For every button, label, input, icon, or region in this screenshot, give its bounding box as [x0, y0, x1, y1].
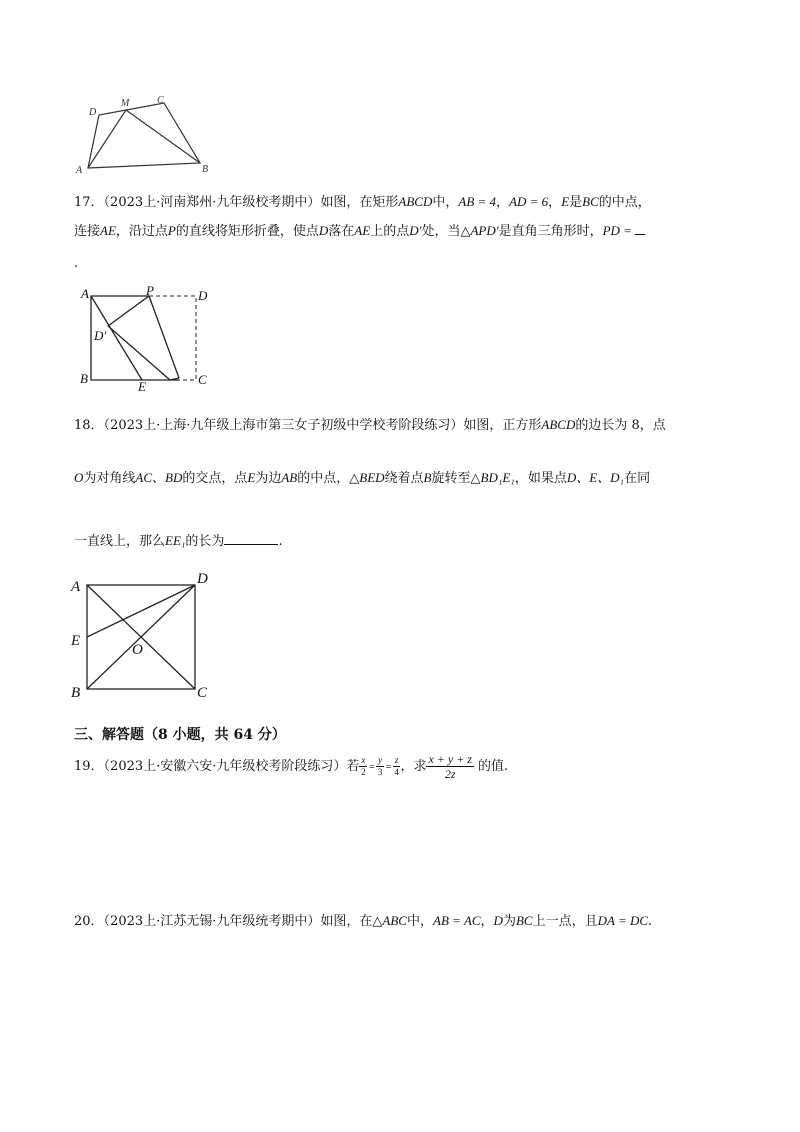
q20-math: BC [515, 913, 533, 928]
q18-text: 的交点，点 [182, 471, 248, 486]
q17-text: 落在 [328, 224, 355, 239]
q17-text: 如图，在矩形 [320, 195, 399, 210]
answer-blank[interactable] [224, 544, 278, 545]
q17-math: AE [354, 223, 371, 238]
q17-trail: . [74, 256, 79, 271]
figure-square [66, 568, 226, 703]
q17-text: ， [548, 195, 562, 210]
fraction-sum-over-2z [426, 753, 474, 780]
q18-text: 的边长为 8，点 [575, 418, 666, 433]
q18-line2 [74, 468, 650, 489]
label-D: D [89, 107, 97, 118]
q20-math: DA = DC [597, 913, 649, 928]
q18-text: 在同 [624, 471, 651, 486]
fraction-numerator: x [361, 755, 366, 765]
q17-math: AD = 6 [509, 194, 549, 209]
q20-text: . [648, 914, 653, 929]
q18-text: 为边 [255, 471, 282, 486]
q17-math: △APD′ [460, 223, 499, 238]
q20-text: 中， [406, 914, 433, 929]
q17-text: ，沿过点 [115, 224, 168, 239]
q18-text: 绕着点 [384, 471, 424, 486]
q19-math: = [368, 762, 376, 773]
fraction-denominator: 2z [444, 767, 456, 781]
q17-text: 是 [569, 195, 583, 210]
q20-math: AB = AC [433, 913, 481, 928]
fraction-numerator: z [394, 755, 399, 765]
q17-number: 17． [74, 195, 104, 210]
fraction-x-2 [359, 756, 367, 777]
q20-math: D [493, 913, 503, 928]
q18-math: D、E、D₁ [566, 470, 625, 485]
q18-math: ABCD [541, 417, 576, 432]
q19-number: 19． [74, 759, 104, 774]
q17-text: 的直线将矩形折叠，使点 [175, 224, 319, 239]
fraction-denominator: 3 [377, 767, 383, 777]
q18-math: EE₁ [165, 533, 186, 548]
q17-math: ABCD [398, 194, 433, 209]
q17-math: D′ [409, 223, 422, 238]
q18-line1 [74, 415, 666, 436]
q18-number: 18． [74, 418, 104, 433]
fraction-y-3 [376, 756, 384, 777]
q19-source: （2023上·安徽六安·九年级校考阶段练习） [103, 759, 347, 774]
figure-trapezoid [70, 95, 220, 180]
q19-line [74, 753, 508, 780]
label-C: C [157, 95, 164, 106]
label-B: B [71, 685, 81, 701]
q17-text: 的中点， [598, 195, 651, 210]
q18-text: ，如果点 [514, 471, 567, 486]
q17-text: ， [496, 195, 510, 210]
q18-source: （2023上·上海·九年级上海市第三女子初级中学校考阶段练习） [103, 418, 464, 433]
q17-text: 处，当 [421, 224, 461, 239]
label-A: A [81, 286, 89, 301]
label-A: A [76, 165, 83, 176]
q17-text: 连接 [74, 224, 101, 239]
q19-math: = [385, 762, 392, 773]
fraction-numerator: y [378, 755, 383, 765]
q20-text: 如图，在 [320, 914, 373, 929]
q20-text: 为 [502, 914, 516, 929]
label-C: C [197, 685, 208, 701]
q18-line3 [74, 531, 283, 552]
label-B: B [202, 164, 209, 175]
q20-text: ， [480, 914, 494, 929]
label-D: D [197, 571, 208, 587]
label-P: P [146, 283, 154, 298]
q17-math: AB = 4 [458, 194, 497, 209]
section-heading: 三、解答题（8 小题，共 64 分） [74, 727, 286, 743]
label-E: E [71, 633, 81, 649]
label-D: D [198, 288, 208, 303]
q18-math: AC、BD [135, 470, 183, 485]
q19-text: ，求 [400, 759, 427, 774]
q19-text: 的值. [477, 759, 509, 774]
label-B: B [80, 371, 88, 386]
q18-math: O [74, 470, 84, 485]
q17-math: P [167, 223, 176, 238]
q20-source: （2023上·江苏无锡·九年级统考期中） [103, 914, 321, 929]
q18-text: 的长为 [185, 534, 225, 549]
fraction-denominator: 2 [361, 767, 366, 777]
q17-math: PD = [602, 223, 632, 238]
q17-math: E [561, 194, 570, 209]
q17-math: BC [582, 194, 599, 209]
q17-source: （2023上·河南郑州·九年级校考期中） [103, 195, 321, 210]
q18-text: 一直线上，那么 [74, 534, 166, 549]
label-C: C [198, 372, 207, 387]
q17-text: 中， [432, 195, 459, 210]
q20-number: 20． [74, 914, 104, 929]
q18-math: E [247, 470, 256, 485]
q17-math: D [318, 223, 329, 238]
label-A: A [71, 579, 81, 595]
fraction-denominator: 4 [394, 767, 399, 777]
q18-math: AB [281, 470, 298, 485]
q18-text: 旋转至 [431, 471, 471, 486]
figure-folded-rectangle [72, 282, 222, 392]
label-D-prime: D′ [94, 328, 107, 343]
q18-text: . [278, 534, 283, 549]
q18-text: 的中点， [297, 471, 350, 486]
fraction-numerator: x + y + z [428, 752, 472, 766]
q17-line1 [74, 192, 651, 213]
q18-text: 为对角线 [83, 471, 136, 486]
q18-math: △BD₁E₁ [470, 470, 515, 485]
q18-math: △BED [349, 470, 385, 485]
label-E: E [138, 379, 146, 392]
q20-line [74, 911, 652, 932]
q18-text: 如图，正方形 [463, 418, 542, 433]
q20-text: 上一点，且 [532, 914, 598, 929]
label-M: M [121, 98, 130, 109]
q17-text: 上的点 [370, 224, 410, 239]
answer-blank[interactable] [635, 234, 645, 235]
label-O: O [132, 642, 143, 658]
q17-line2 [74, 221, 645, 242]
q17-math: AE [100, 223, 116, 238]
q18-math: B [423, 470, 432, 485]
q17-text: 是直角三角形时， [498, 224, 603, 239]
q19-text: 若 [346, 759, 360, 774]
q20-math: △ABC [372, 913, 407, 928]
